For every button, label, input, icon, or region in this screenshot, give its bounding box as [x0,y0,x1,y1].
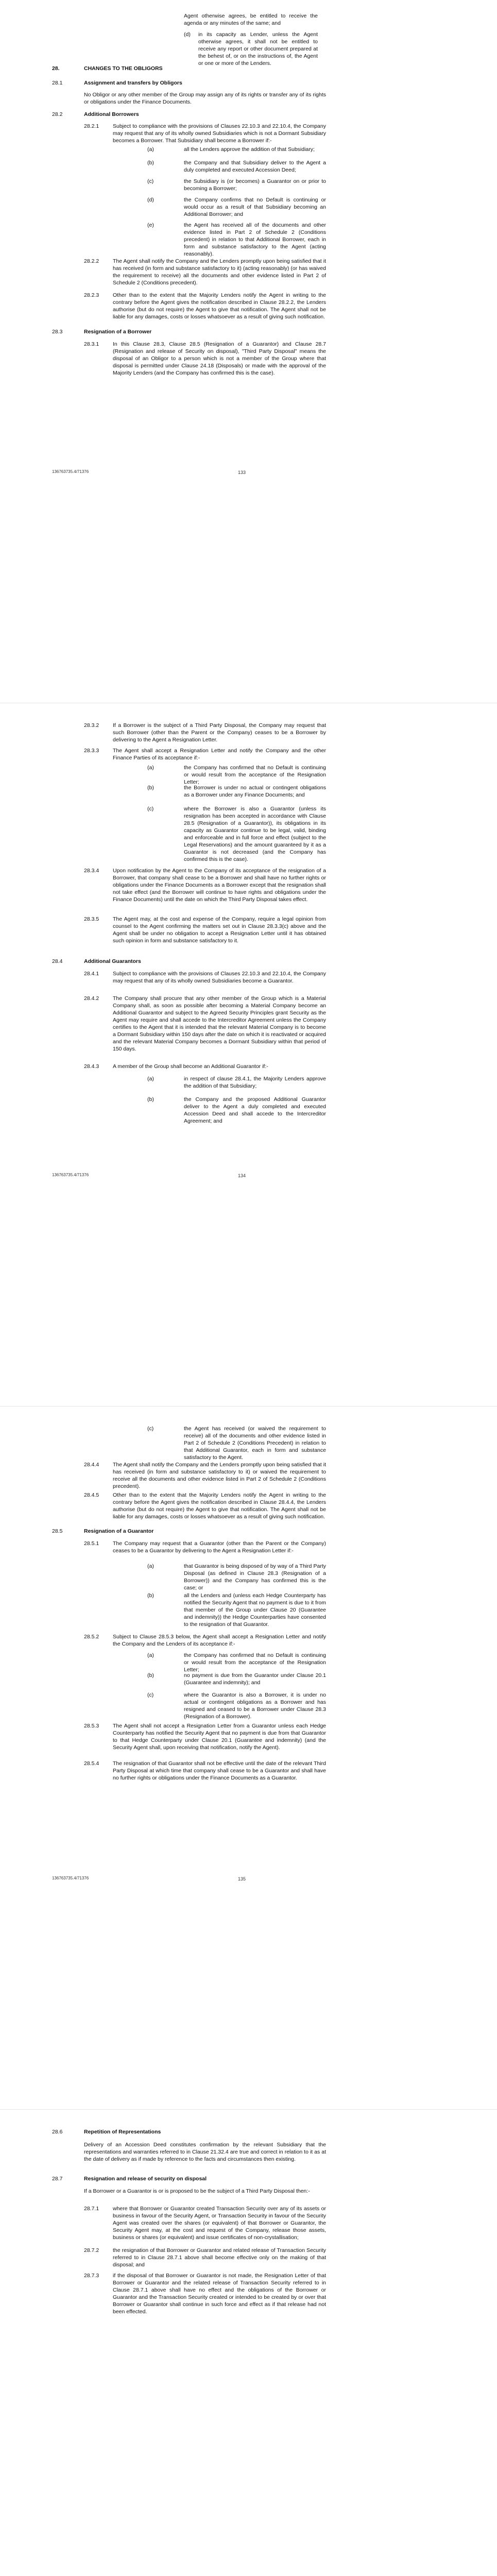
clause-28-5-1-a-text: that Guarantor is being disposed of by way of a Third Party Disposal (as defined in Clause 28.3 (Resignation of a Borrower)) and the Company has confirmed this is the case; or [184,1563,326,1591]
clause-28-1-number: 28.1 [52,80,63,86]
clause-28-4-number: 28.4 [52,958,63,964]
clause-28-7-number: 28.7 [52,2176,63,2182]
clause-28-7-1-text: where that Borrower or Guarantor created Transaction Security over any of its assets or business in favour of the Security Agent, or Transaction Security in favour of the Security Agent was created over the shares (or equivalent) of that Borrower or Guarantor, the Security Agent may, at the cost and request of the Company, release those assets, business or shares (or equivalent) and issue certificates of non-crystallisation; [113,2206,326,2241]
clause-28-3-5-number: 28.3.5 [84,916,99,922]
clause-28-3-3-text: The Agent shall accept a Resignation Letter and notify the Company and the other Finance Parties of its acceptance if:- [113,748,326,761]
clause-28-4-title: Additional Guarantors [84,958,141,964]
clause-28-2-3-number: 28.2.3 [84,292,99,298]
clause-28-5-4-text: The resignation of that Guarantor shall not be effective until the date of the relevant Third Party Disposal at which time that company shall cease to be a Guarantor and shall have no further rights or obligations under the Finance Documents as a Guarantor. [113,1760,326,1781]
clause-28-5-1-text: The Company may request that a Guarantor (other than the Parent or the Company) ceases to be a Guarantor by delivering to the Agent a Resignation Letter if:- [113,1540,326,1554]
clause-28-5-1-b-number: (b) [147,1592,154,1599]
clause-28-1-title: Assignment and transfers by Obligors [84,80,182,86]
clause-28-5-3-text: The Agent shall not accept a Resignation Letter from a Guarantor unless each Hedge Counterparty has notified the Security Agent that no payment is due from that Guarantor to that Hedge Counterparty under Clause 20.1 (Guarantee and indemnity) (and the Security Agent shall, upon receiving that notification, notify the Agent). [113,1723,326,1751]
section-28-number: 28. [52,65,60,72]
clause-28-3-4-text: Upon notification by the Agent to the Company of its acceptance of the resignation of a Borrower, that company shall cease to be a Borrower and shall have no further rights or obligations under the Finance Documents as a Borrower except that the resignation shall not take effect (and the Borrower will continue to have rights and obligations under the Finance Documents) until the date on which the Third Party Disposal takes effect. [113,868,326,903]
clause-28-3-3-c-text: where the Borrower is also a Guarantor (unless its resignation has been accepted in accordance with Clause 28.5 (Resignation of a Guarantor)), its obligations in its capacity as Guarantor continue to be legal, valid, binding and enforceable and in full force and effect (subject to the Legal Reservations) and the amount guaranteed by it as a Guarantor is not decreased (and the Company has confirmed this is the case). [184,806,326,862]
clause-28-4-3-a-text: in respect of clause 28.4.1, the Majority Lenders approve the addition of that Subsidiary; [184,1076,326,1089]
clause-28-2-1-a-text: all the Lenders approve the addition of that Subsidiary; [184,146,315,152]
clause-28-4-1-number: 28.4.1 [84,971,99,977]
clause-28-7-3-text: if the disposal of that Borrower or Guarantor is not made, the Resignation Letter of that Borrower or Guarantor and the related release of Transaction Security referred to in Clause 28.7.1 above shall have no effect and the obligations of the Borrower or Guarantor and the Transaction Security created or intended to be created by or over that Borrower or Guarantor shall continue in such force and effect as if that release had not been effected. [113,2273,326,2315]
clause-28-2-3-text: Other than to the extent that the Majority Lenders notify the Agent in writing to the contrary before the Agent gives the notification described in Clause 28.2.2, the Lenders authorise (but do not require) the Agent to give that notification. The Agent shall not be liable for any damages, costs or losses whatsoever as a result of giving such notification. [113,292,326,320]
clause-28-5-2-a-number: (a) [147,1652,154,1658]
clause-28-2-number: 28.2 [52,111,63,117]
clause-28-3-3-a-number: (a) [147,765,154,771]
clause-28-5-3-number: 28.5.3 [84,1723,99,1729]
document-page-133 [0,0,497,703]
clause-28-2-title: Additional Borrowers [84,111,139,117]
clause-28-7-2-text: the resignation of that Borrower or Guarantor and related release of Transaction Security referred to in Clause 28.7.1 above shall become effective only on the making of that disposal; and [113,2247,326,2268]
clause-28-prev-d-text: in its capacity as Lender, unless the Agent otherwise agrees, it shall not be entitled to receive any report or other document prepared at the behest of, or on the instructions of, the Agent or one or more of the Lenders. [198,31,318,66]
clause-28-2-1-c-number: (c) [147,178,154,184]
clause-28-5-2-number: 28.5.2 [84,1634,99,1640]
clause-28-5-1-a-number: (a) [147,1563,154,1569]
clause-28-2-1-b-number: (b) [147,160,154,166]
clause-28-prev-d-number: (d) [184,31,191,38]
clause-28-4-3-a-number: (a) [147,1076,154,1082]
footer-doc-ref: 136763735.4/71376 [52,469,89,474]
clause-28-7-intro: If a Borrower or a Guarantor is or is proposed to be the subject of a Third Party Disposal then:- [84,2188,310,2194]
clause-28-2-1-c-text: the Subsidiary is (or becomes) a Guarantor on or prior to becoming a Borrower; [184,178,326,192]
clause-28-3-5-text: The Agent may, at the cost and expense of the Company, require a legal opinion from counsel to the Agent confirming the matters set out in Clause 28.3.3(c) above and the Agent shall be under no obligation to accept a Resignation Letter until it has obtained such opinion in form and substance satisfactory to it. [113,916,326,944]
clause-28-2-1-number: 28.2.1 [84,123,99,129]
clause-28-4-3-number: 28.4.3 [84,1063,99,1070]
clause-28-5-4-number: 28.5.4 [84,1760,99,1767]
clause-28-6-title: Repetition of Representations [84,2129,161,2135]
clause-28-3-3-c-number: (c) [147,806,154,812]
clause-28-2-1-e-number: (e) [147,222,154,228]
clause-28-7-3-number: 28.7.3 [84,2273,99,2279]
clause-28-3-3-b-text: the Borrower is under no actual or contingent obligations as a Borrower under any Finance Documents; and [184,785,326,798]
clause-28-5-1-number: 28.5.1 [84,1540,99,1547]
section-28-title: CHANGES TO THE OBLIGORS [84,65,163,72]
clause-28-2-1-e-text: the Agent has received all of the documents and other evidence listed in Part 2 of Schedule 2 (Conditions precedent) in relation to that Additional Borrower, each in form and substance satisfactory to the Agent (acting reasonably). [184,222,326,257]
clause-28-5-2-c-number: (c) [147,1692,154,1698]
clause-28-4-2-number: 28.4.2 [84,995,99,1002]
clause-28-6-number: 28.6 [52,2129,63,2135]
clause-28-prev-c-text: Agent otherwise agrees, be entitled to receive the agenda or any minutes of the same; and [184,13,318,26]
clause-28-3-2-number: 28.3.2 [84,722,99,728]
page-number: 133 [238,470,246,475]
clause-28-4-3-text: A member of the Group shall become an Additional Guarantor if:- [113,1063,268,1070]
clause-28-5-2-b-text: no payment is due from the Guarantor under Clause 20.1 (Guarantee and indemnity); and [184,1672,326,1686]
clause-28-3-3-number: 28.3.3 [84,748,99,754]
clause-28-4-1-text: Subject to compliance with the provisions of Clauses 22.10.3 and 22.10.4, the Company may request that any of its wholly owned Subsidiaries become a Guarantor. [113,971,326,984]
clause-28-4-5-text: Other than to the extent that the Majority Lenders notify the Agent in writing to the contrary before the Agent gives the notification described in Clause 28.4.4, the Lenders authorise (but do not require) the Agent to give that notification. The Agent shall not be liable for any damages, costs or losses whatsoever as a result of giving such notification. [113,1492,326,1520]
clause-28-2-1-a-number: (a) [147,146,154,152]
clause-28-3-2-text: If a Borrower is the subject of a Third Party Disposal, the Company may request that such Borrower (other than the Parent or the Company) ceases to be a Borrower by delivering to the Agent a Resignation Letter. [113,722,326,743]
clause-28-4-3-b-number: (b) [147,1096,154,1103]
clause-28-3-3-b-number: (b) [147,785,154,791]
clause-28-2-1-d-text: the Company confirms that no Default is continuing or would occur as a result of that Subsidiary becoming an Additional Borrower; and [184,197,326,217]
clause-28-5-number: 28.5 [52,1528,63,1534]
page-number: 134 [238,1173,246,1178]
clause-28-2-1-b-text: the Company and that Subsidiary deliver to the Agent a duly completed and executed Accession Deed; [184,160,326,173]
clause-28-7-2-number: 28.7.2 [84,2247,99,2253]
clause-28-4-3-c-text: the Agent has received (or waived the requirement to receive) all of the documents and other evidence listed in Part 2 of Schedule 2 (Conditions Precedent) in relation to that Additional Guarantor, each in form and substance satisfactory to the Agent. [184,1426,326,1461]
document-page-136 [0,2110,497,2576]
clause-28-3-1-text: In this Clause 28.3, Clause 28.5 (Resignation of a Guarantor) and Clause 28.7 (Resignation and release of Security on disposal), "Third Party Disposal" means the disposal of an Obligor to a person which is not a member of the Group where that disposal is permitted under Clause 24.18 (Disposals) or made with the approval of the Majority Lenders (and the Company has confirmed this is the case). [113,341,326,376]
clause-28-4-5-number: 28.4.5 [84,1492,99,1498]
clause-28-4-4-number: 28.4.4 [84,1462,99,1468]
clause-28-5-title: Resignation of a Guarantor [84,1528,154,1534]
clause-28-4-3-b-text: the Company and the proposed Additional Guarantor deliver to the Agent a duly completed and executed Accession Deed and shall accede to the Intercreditor Agreement; and [184,1096,326,1124]
clause-28-6-text: Delivery of an Accession Deed constitutes confirmation by the relevant Subsidiary that the representations and warranties referred to in Clause 21.32.4 are true and correct in relation to it as at the date of delivery as if made by reference to the facts and circumstances then existing. [84,2142,326,2162]
clause-28-5-2-text: Subject to Clause 28.5.3 below, the Agent shall accept a Resignation Letter and notify the Company and the Lenders of its acceptance if:- [113,1634,326,1647]
footer-doc-ref: 136763735.4/71376 [52,1876,89,1880]
clause-28-7-title: Resignation and release of security on disposal [84,2176,207,2182]
document-page-135 [0,1406,497,2110]
footer-doc-ref: 136763735.4/71376 [52,1173,89,1177]
clause-28-4-2-text: The Company shall procure that any other member of the Group which is a Material Company shall, as soon as possible after becoming a Material Company become an Additional Guarantor and subject to the Agreed Security Principles grant Security as the Agent may require and shall accede to the Intercreditor Agreement unless the Company certifies to the Agent that it is intended that the relevant Material Company is to become a Dormant Subsidiary within 150 days after the date on which it is reactivated or acquired and the relevant Material Company becomes a Dormant Subsidiary within that period of 150 days. [113,995,326,1052]
clause-28-3-1-number: 28.3.1 [84,341,99,347]
clause-28-7-1-number: 28.7.1 [84,2206,99,2212]
clause-28-4-3-c-number: (c) [147,1426,154,1432]
document-page-134 [0,703,497,1406]
clause-28-5-2-b-number: (b) [147,1672,154,1679]
clause-28-1-text: No Obligor or any other member of the Group may assign any of its rights or transfer any of its rights or obligations under the Finance Documents. [84,92,326,105]
clause-28-2-2-text: The Agent shall notify the Company and the Lenders promptly upon being satisfied that it has received (in form and substance satisfactory to it) (acting reasonably) (or has waived the requirement to receive) all the documents and other evidence listed in Part 2 of Schedule 2 (Conditions precedent). [113,258,326,286]
clause-28-3-3-a-text: the Company has confirmed that no Default is continuing or would result from the acceptance of the Resignation Letter; [184,765,326,785]
clause-28-2-1-d-number: (d) [147,197,154,203]
clause-28-3-number: 28.3 [52,329,63,335]
page-number: 135 [238,1876,246,1882]
clause-28-4-4-text: The Agent shall notify the Company and the Lenders promptly upon being satisfied that it has received (in form and substance satisfactory to it) or waived the requirement to receive all the documents and other evidence listed in Part 2 of Schedule 2 (Conditions precedent). [113,1462,326,1489]
clause-28-2-1-text: Subject to compliance with the provisions of Clauses 22.10.3 and 22.10.4, the Company may request that any of its wholly owned Subsidiaries which is not a Dormant Subsidiary becomes a Borrower. That Subsidiary shall become a Borrower if:- [113,123,326,144]
clause-28-3-title: Resignation of a Borrower [84,329,152,335]
clause-28-3-4-number: 28.3.4 [84,868,99,874]
clause-28-5-2-a-text: the Company has confirmed that no Default is continuing or would result from the acceptance of the Resignation Letter; [184,1652,326,1673]
clause-28-5-2-c-text: where the Guarantor is also a Borrower, it is under no actual or contingent obligations as a Borrower and has resigned and ceased to be a Borrower under Clause 28.3 (Resignation of a Borrower). [184,1692,326,1720]
clause-28-2-2-number: 28.2.2 [84,258,99,264]
clause-28-5-1-b-text: all the Lenders and (unless each Hedge Counterparty has notified the Security Agent that no payment is due to it from that member of the Group under Clause 20 (Guarantee and indemnity)) the Hedge Counterparties have consented to the resignation of that Guarantor. [184,1592,326,1628]
